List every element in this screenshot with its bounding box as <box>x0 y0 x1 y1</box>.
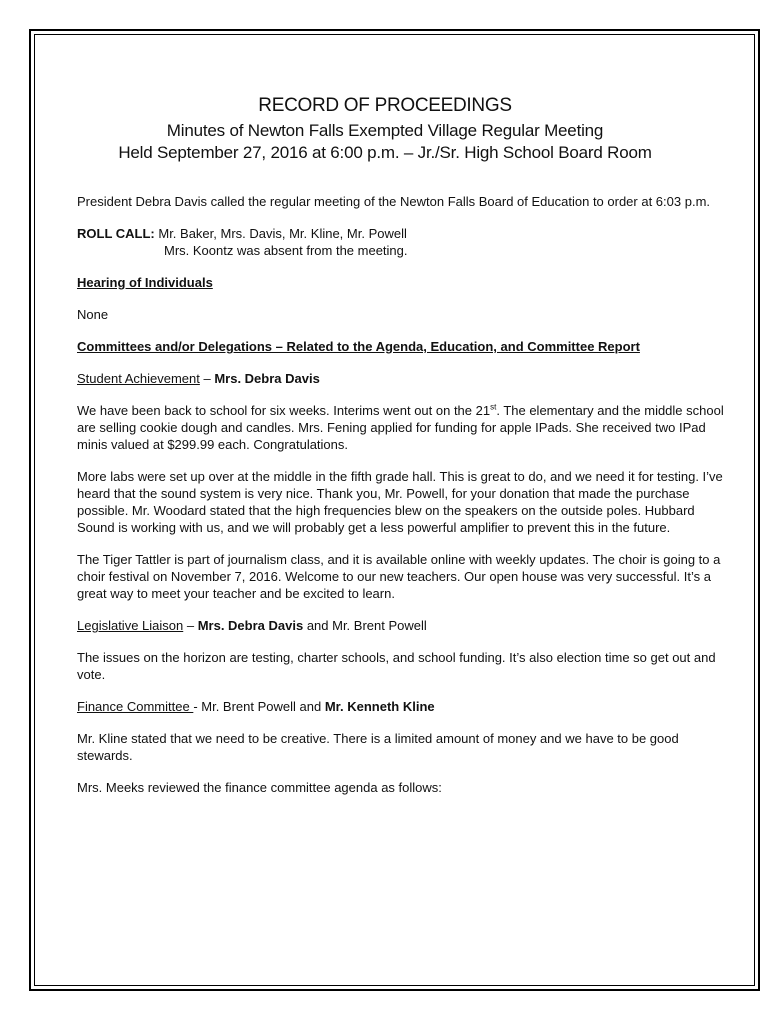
committees-heading: Committees and/or Delegations – Related to the Agenda, Education, and Committee Report <box>77 339 640 354</box>
finance-committee-label: Finance Committee <box>77 699 194 714</box>
meeting-date-location: Held September 27, 2016 at 6:00 p.m. – Jr./Sr. High School Board Room <box>118 143 652 162</box>
roll-call-present: Mr. Baker, Mrs. Davis, Mr. Kline, Mr. Powell <box>154 226 407 241</box>
ordinal-suffix: st <box>490 402 497 412</box>
minutes-body <box>77 193 725 796</box>
student-paragraph-3: The Tiger Tattler is part of journalism class, and it is available online with weekly updates. The choir is going to a choir festival on November 7, 2016. Welcome to our new teachers. Our open house was very successful. It’s a great way to meet your teacher and be excited to learn. <box>77 552 721 601</box>
legislative-person-2: and Mr. Brent Powell <box>303 618 427 633</box>
student-achievement-label: Student Achievement <box>77 371 200 386</box>
roll-call <box>77 225 725 242</box>
legislative-person-1: Mrs. Debra Davis <box>197 618 304 633</box>
meeting-subtitle: Minutes of Newton Falls Exempted Village Regular Meeting <box>166 121 604 140</box>
document-title: RECORD OF PROCEEDINGS <box>258 95 512 116</box>
roll-call-absent: Mrs. Koontz was absent from the meeting. <box>164 243 408 258</box>
legislative-paragraph: The issues on the horizon are testing, charter schools, and school funding. It’s also election time so get out and vote. <box>77 650 716 682</box>
finance-committee-heading <box>77 698 725 715</box>
separator: – <box>199 371 215 386</box>
intro-paragraph: President Debra Davis called the regular meeting of the Newton Falls Board of Education to order at 6:03 p.m. <box>77 194 711 209</box>
legislative-liaison-heading <box>77 617 725 634</box>
student-p1-text-b: . The elementary and the middle school are selling cookie dough and candles. Mrs. Fening applied for funding for apple IPads. She received two IPad minis valued at $299.99 each. Congratulations. <box>77 403 724 452</box>
finance-person-2: Mr. Kenneth Kline <box>324 699 435 714</box>
hearing-text: None <box>77 307 109 322</box>
hearing-heading: Hearing of Individuals <box>77 275 213 290</box>
student-p1-text-a: We have been back to school for six weeks. Interims went out on the 21 <box>77 403 491 418</box>
finance-person-1: - Mr. Brent Powell and <box>193 699 325 714</box>
student-achievement-heading <box>77 370 725 387</box>
separator: – <box>183 618 198 633</box>
student-paragraph-1 <box>77 402 725 453</box>
finance-paragraph-1: Mr. Kline stated that we need to be creative. There is a limited amount of money and we have to be good stewards. <box>77 731 679 763</box>
roll-call-label: ROLL CALL: <box>77 226 155 241</box>
student-achievement-person: Mrs. Debra Davis <box>214 371 320 386</box>
legislative-liaison-label: Legislative Liaison <box>77 618 184 633</box>
finance-paragraph-2: Mrs. Meeks reviewed the finance committee agenda as follows: <box>77 780 442 795</box>
student-paragraph-2: More labs were set up over at the middle in the fifth grade hall. This is great to do, and we need it for testing. I’ve heard that the sound system is very nice. Thank you, Mr. Powell, for your donation that made the purchase possible. Mr. Woodard stated that the high frequencies blew on the speakers on the outside poles. Hubbard Sound is working with us, and we will probably get a less powerful amplifier to prevent this in the future. <box>77 469 723 535</box>
